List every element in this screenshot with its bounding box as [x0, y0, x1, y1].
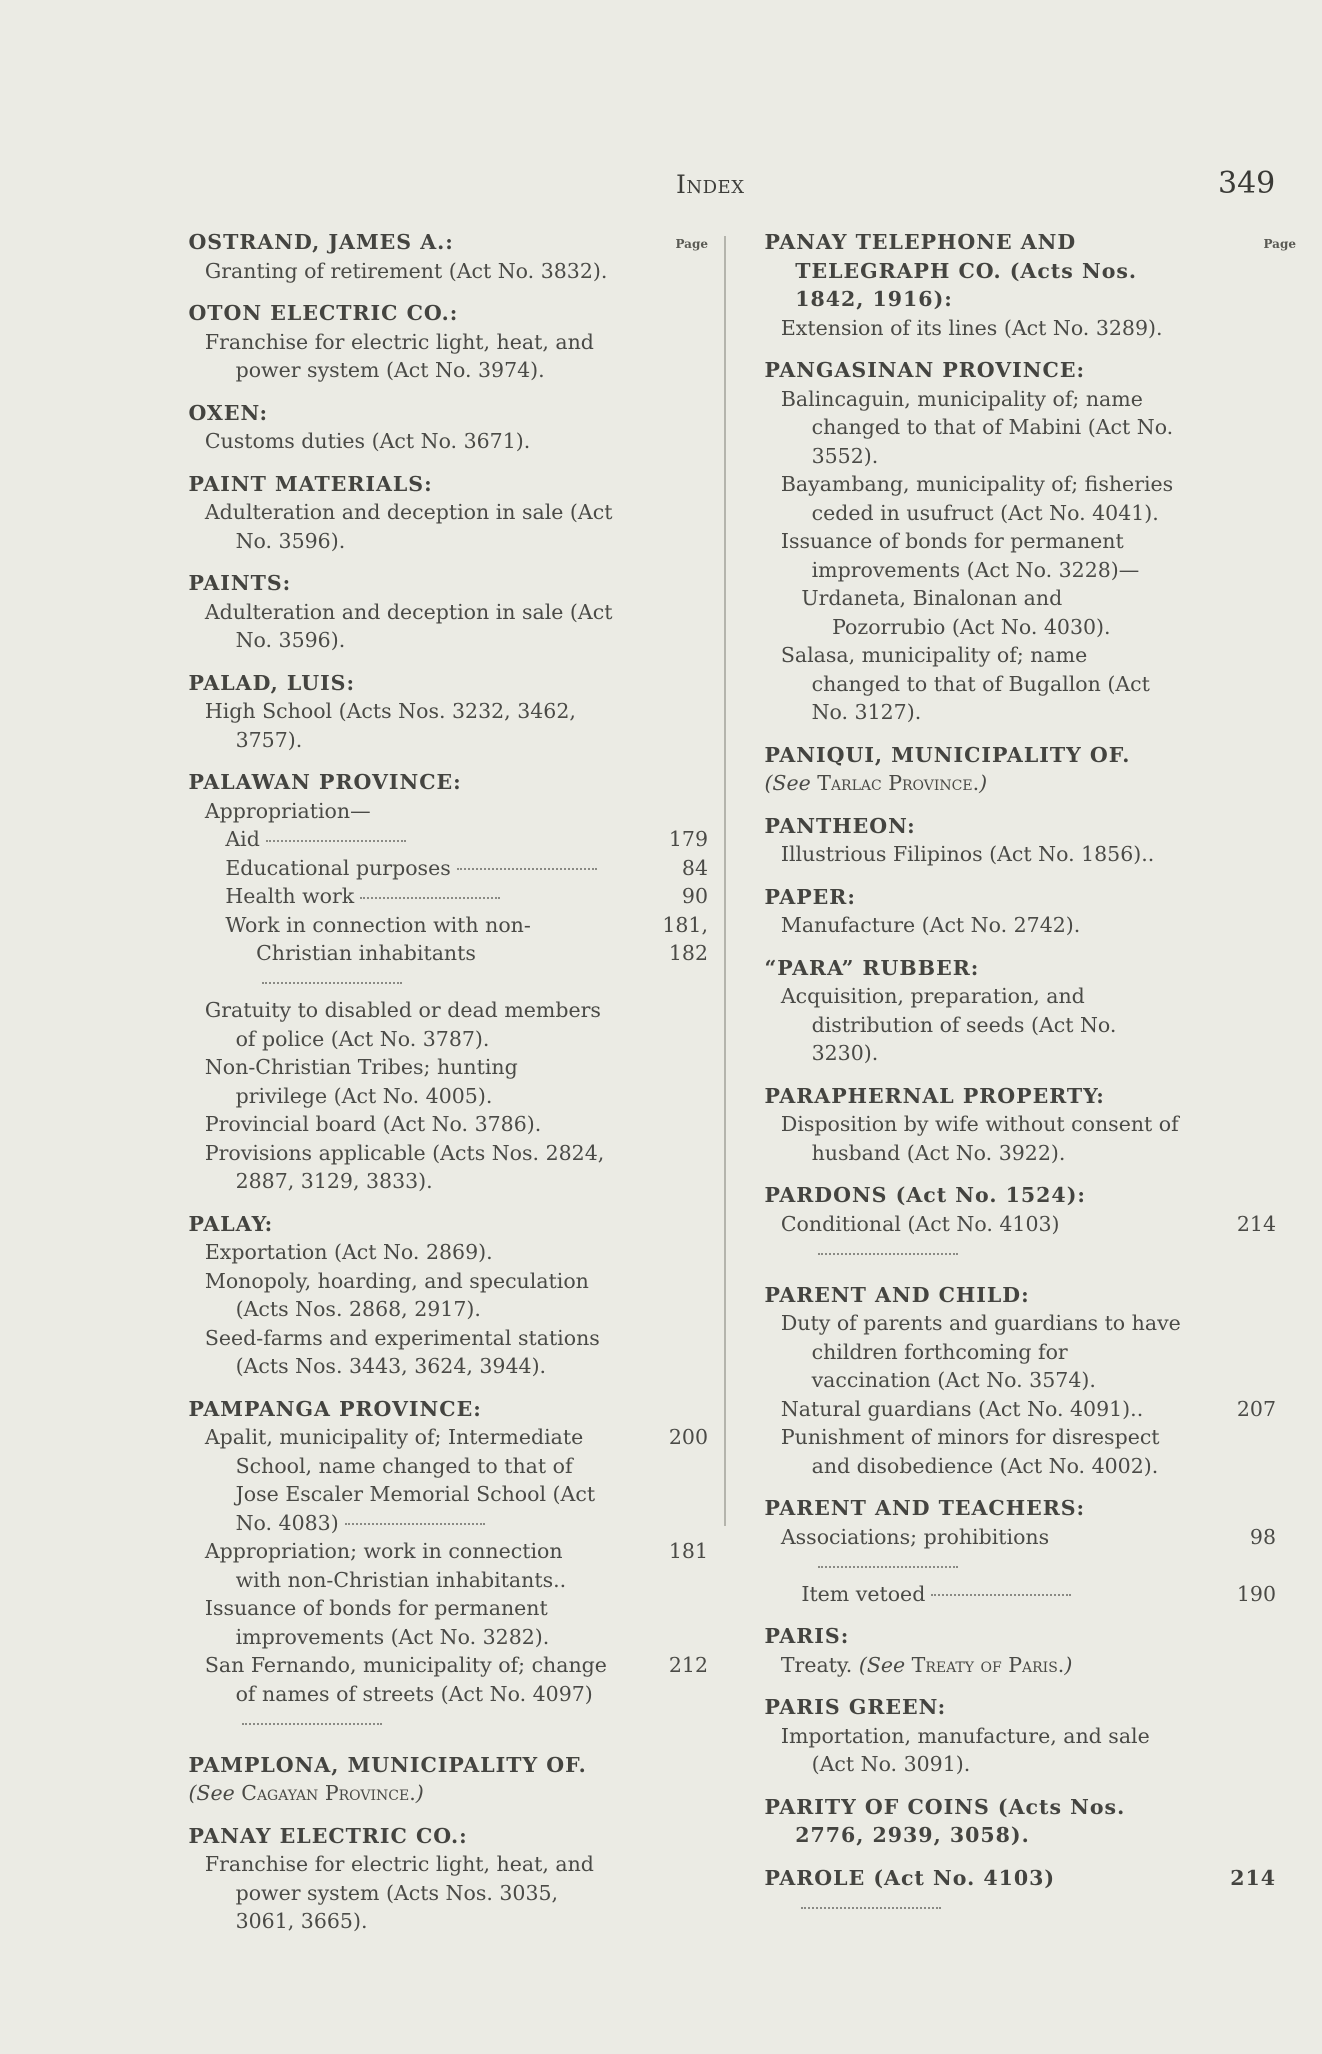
entry-subitem: [170, 1850, 613, 1936]
entry-heading: [170, 1822, 613, 1851]
entry-heading: [170, 768, 613, 797]
entry-subitem: [170, 328, 613, 385]
index-entry: [170, 228, 708, 285]
subitem-text: Urdaneta, Binalonan and Pozorrubio (Act No. 4030).: [801, 586, 1111, 639]
leader-dots: [818, 1253, 958, 1255]
entry-subitem: [746, 1523, 1276, 1580]
page-ref: 98: [1249, 1524, 1276, 1549]
leader-dots: [931, 1594, 1071, 1596]
subitem-text: Franchise for electric light, heat, and power system (Acts Nos. 3035, 3061, 3665).: [204, 1852, 594, 1933]
entry-heading-text: PAPER:: [764, 884, 856, 909]
entry-heading-text: PARDONS (Act No. 1524):: [764, 1183, 1086, 1207]
entry-subitem: [746, 840, 1181, 869]
index-entry: [170, 569, 708, 655]
page-ref: 181: [668, 1539, 708, 1563]
entry-heading: [170, 470, 613, 499]
cross-reference: [746, 769, 1276, 798]
entry-subitem: [170, 1238, 613, 1267]
entry-heading: [746, 1793, 1181, 1850]
entry-heading: [746, 1181, 1181, 1210]
subitem-text: Granting of retirement (Act No. 3832).: [204, 258, 608, 283]
entry-heading: [170, 299, 613, 328]
see-target: Tarlac Province.: [817, 771, 980, 795]
subitem-text: Work in connection with non-Christian inhabitants: [225, 912, 531, 965]
index-column-right: [746, 228, 1296, 1935]
index-entry: [746, 1181, 1276, 1267]
entry-subitem: [170, 257, 613, 286]
cross-reference: [859, 1653, 1073, 1677]
subitem-text: Provisions applicable (Acts Nos. 2824, 2887, 3129, 3833).: [204, 1140, 605, 1193]
column-divider: [724, 236, 726, 1526]
subitem-text: Exportation (Act No. 2869).: [204, 1240, 493, 1264]
entry-heading: [746, 356, 1181, 385]
entry-subitem: [170, 911, 708, 997]
index-entry: [746, 1281, 1276, 1481]
page-column-label: Page: [1263, 237, 1296, 251]
entry-subitem: [746, 1580, 1276, 1609]
entry-subitem: [746, 1309, 1181, 1395]
entry-heading-text: PANTHEON:: [764, 813, 916, 838]
entry-subitem: [170, 1537, 708, 1594]
entry-subitem: [746, 1210, 1276, 1267]
page-number: 349: [1218, 166, 1276, 201]
entry-heading: [170, 1210, 613, 1239]
entry-subitem: [746, 527, 1181, 584]
subitem-text: Appropriation; work in connection with non-Christian inhabitants..: [204, 1539, 567, 1592]
entry-heading-text: PAMPLONA, MUNICIPALITY OF.: [188, 1752, 587, 1777]
entry-heading-text: PARIS:: [764, 1624, 850, 1648]
entry-subitem: [746, 584, 1181, 641]
subitem-text: Manufacture (Act No. 2742).: [780, 913, 1081, 937]
subitem-text: Treaty.: [780, 1652, 853, 1677]
entry-subitem: [170, 598, 613, 655]
page-ref: 181, 182: [662, 912, 708, 965]
entry-heading: [746, 741, 1181, 770]
page-ref: 179: [668, 827, 708, 851]
entry-heading: [170, 399, 613, 428]
entry-heading-text: PAINT MATERIALS:: [188, 471, 433, 496]
subitem-text: Conditional (Act No. 4103): [780, 1211, 1060, 1236]
leader-dots: [801, 1907, 941, 1909]
page-ref: 214: [1236, 1211, 1276, 1236]
page-ref: 212: [668, 1653, 708, 1677]
page-ref: 214: [1230, 1865, 1276, 1890]
entry-heading-text: OXEN:: [188, 400, 269, 425]
subitem-text: Adulteration and deception in sale (Act No. 3596).: [204, 599, 613, 652]
entry-subitem: [170, 996, 613, 1053]
entry-heading: [746, 1622, 1181, 1651]
index-entry: [746, 954, 1276, 1068]
index-entry: [746, 1622, 1276, 1679]
see-suffix: ): [415, 1781, 424, 1805]
entry-heading-text: PARENT AND TEACHERS:: [764, 1496, 1086, 1520]
entry-subitem: [170, 1267, 613, 1324]
cross-reference: [170, 1779, 708, 1808]
entry-heading-text: PARITY OF COINS (Acts Nos. 2776, 2939, 3058).: [764, 1794, 1126, 1847]
subitem-text: Aid: [225, 827, 260, 851]
entry-heading-text: PANIQUI, MUNICIPALITY OF.: [764, 742, 1131, 767]
subitem-text: Provincial board (Act No. 3786).: [204, 1112, 542, 1136]
page-ref: 207: [1236, 1396, 1276, 1421]
subitem-text: Gratuity to disabled or dead members of police (Act No. 3787).: [204, 998, 601, 1051]
page-ref: 200: [668, 1425, 708, 1449]
entry-subitem: [746, 911, 1181, 940]
page-ref: 90: [681, 884, 708, 908]
subitem-text: Punishment of minors for disrespect and disobedience (Act No. 4002).: [780, 1425, 1160, 1478]
index-entry: [746, 1693, 1276, 1779]
entry-heading: [746, 1864, 1276, 1921]
entry-heading: [746, 1082, 1181, 1111]
entry-heading: [746, 883, 1181, 912]
entry-heading-text: PARAPHERNAL PROPERTY:: [764, 1083, 1105, 1108]
index-entry: [746, 812, 1276, 869]
entry-heading-text: OTON ELECTRIC CO.:: [188, 301, 459, 325]
subitem-text: High School (Acts Nos. 3232, 3462, 3757).: [204, 699, 576, 752]
entry-subitem: [746, 1110, 1181, 1167]
subitem-text: Customs duties (Act No. 3671).: [204, 429, 531, 453]
entry-subitem: [746, 982, 1181, 1068]
subitem-text: Salasa, municipality of; name changed to that of Bugallon (Act No. 3127).: [780, 643, 1150, 724]
entry-subitem: [746, 314, 1181, 343]
entry-heading-text: PAROLE (Act No. 4103): [764, 1865, 1056, 1890]
subitem-text: Adulteration and deception in sale (Act No. 3596).: [204, 500, 613, 553]
entry-heading-text: “PARA” RUBBER:: [764, 955, 980, 980]
entry-heading: [170, 1751, 613, 1780]
entry-heading: [170, 669, 613, 698]
subitem-text: Bayambang, municipality of; fisheries ceded in usufruct (Act No. 4041).: [780, 472, 1174, 525]
entry-heading: [746, 1281, 1181, 1310]
subitem-text: Extension of its lines (Act No. 3289).: [780, 315, 1163, 340]
subitem-text: Non-Christian Tribes; hunting privilege (Act No. 4005).: [204, 1055, 518, 1108]
subitem-text: Acquisition, preparation, and distribution of seeds (Act No. 3230).: [780, 984, 1117, 1065]
see-prefix: (See: [764, 771, 818, 795]
entry-subitem: [170, 1324, 613, 1381]
index-entry: [746, 883, 1276, 940]
index-entry: [746, 1082, 1276, 1168]
entry-heading: [746, 954, 1181, 983]
entry-heading-text: PANAY ELECTRIC CO.:: [188, 1823, 468, 1848]
entry-heading: [170, 228, 613, 257]
entry-subitem: [170, 825, 708, 854]
leader-dots: [266, 840, 406, 842]
subitem-text: Health work: [225, 884, 355, 908]
subitem-text: Apalit, municipality of; Intermediate School, name changed to that of Jose Escaler Memorial School (Act No. 4083): [204, 1425, 596, 1535]
leader-dots: [457, 868, 597, 870]
see-suffix: ): [1064, 1652, 1073, 1677]
entry-heading: [746, 228, 1181, 314]
page-ref: 84: [681, 855, 708, 880]
subitem-text: Issuance of bonds for permanent improvements (Act No. 3282).: [204, 1596, 550, 1649]
entry-heading: [170, 1395, 613, 1424]
index-entry: [746, 1494, 1276, 1608]
entry-subitem: [170, 427, 613, 456]
page-column-label: Page: [675, 237, 708, 251]
entry-heading-text: PALAD, LUIS:: [188, 670, 356, 695]
index-entry: [170, 299, 708, 385]
entry-heading-text: PAMPANGA PROVINCE:: [188, 1396, 482, 1421]
entry-subitem: [170, 498, 613, 555]
entry-subitem: [746, 470, 1181, 527]
subitem-text: San Fernando, municipality of; change of names of streets (Act No. 4097): [204, 1653, 607, 1706]
index-entry: [746, 1864, 1276, 1921]
entry-heading-text: PALAWAN PROVINCE:: [188, 770, 462, 794]
subitem-text: Appropriation—: [204, 798, 371, 823]
leader-dots: [360, 897, 500, 899]
index-entry: [170, 399, 708, 456]
index-entry: [170, 669, 708, 755]
leader-dots: [262, 982, 402, 984]
entry-subitem: [746, 641, 1181, 727]
entry-subitem: [746, 1395, 1276, 1424]
entry-heading-text: PARIS GREEN:: [764, 1695, 947, 1719]
subitem-text: Educational purposes: [225, 855, 451, 880]
entry-subitem: [170, 1651, 708, 1737]
entry-subitem: [170, 1053, 613, 1110]
entry-subitem: [746, 1423, 1181, 1480]
subitem-text: Importation, manufacture, and sale (Act No. 3091).: [780, 1723, 1150, 1776]
entry-subitem: [170, 797, 613, 826]
page-title: Index: [676, 170, 745, 199]
entry-heading-text: PANGASINAN PROVINCE:: [764, 358, 1086, 382]
index-column-left: [170, 228, 708, 1950]
entry-heading-text: PARENT AND CHILD:: [764, 1282, 1030, 1307]
subitem-text: Item vetoed: [801, 1581, 926, 1606]
entry-subitem: [170, 882, 708, 911]
entry-subitem: [746, 385, 1181, 471]
leader-dots: [818, 1566, 958, 1568]
subitem-text: Issuance of bonds for permanent improvements (Act No. 3228)—: [780, 529, 1140, 582]
see-prefix: (See: [858, 1652, 912, 1677]
index-entry: [746, 356, 1276, 727]
entry-subitem: [170, 1423, 708, 1537]
index-entry: [170, 470, 708, 556]
entry-heading-text: PANAY TELEPHONE AND TELEGRAPH CO. (Acts Nos. 1842, 1916):: [764, 230, 1138, 311]
entry-subitem: [170, 1139, 613, 1196]
entry-heading-text: PAINTS:: [188, 571, 292, 595]
entry-subitem: [746, 1651, 1181, 1680]
entry-subitem: [170, 1594, 613, 1651]
leader-dots: [345, 1523, 485, 1525]
subitem-text: Illustrious Filipinos (Act No. 1856)..: [780, 842, 1155, 866]
entry-heading: [746, 1494, 1181, 1523]
entry-heading-text: OSTRAND, JAMES A.:: [188, 230, 454, 254]
index-entry: [746, 741, 1276, 798]
index-entry: [170, 1751, 708, 1808]
subitem-text: Duty of parents and guardians to have children forthcoming for vaccination (Act No. 3574).: [780, 1311, 1181, 1392]
entry-subitem: [170, 697, 613, 754]
see-target: Cagayan Province.: [241, 1781, 416, 1805]
page-header: [0, 166, 1322, 206]
page-ref: 190: [1236, 1581, 1276, 1606]
index-entry: [170, 1822, 708, 1936]
index-entry: [746, 1793, 1276, 1850]
leader-dots: [242, 1723, 382, 1725]
index-entry: [170, 1395, 708, 1737]
subitem-text: Associations; prohibitions: [780, 1524, 1050, 1549]
entry-heading: [746, 812, 1181, 841]
subitem-text: Seed-farms and experimental stations (Acts Nos. 3443, 3624, 3944).: [204, 1325, 600, 1378]
index-entry: [170, 1210, 708, 1381]
subitem-text: Natural guardians (Act No. 4091)..: [780, 1396, 1144, 1421]
entry-heading-text: PALAY:: [188, 1211, 274, 1236]
entry-heading: [746, 1693, 1181, 1722]
subitem-text: Disposition by wife without consent of husband (Act No. 3922).: [780, 1112, 1179, 1165]
entry-subitem: [170, 854, 708, 883]
subitem-text: Franchise for electric light, heat, and power system (Act No. 3974).: [204, 329, 594, 382]
index-entry: [746, 228, 1276, 342]
subitem-text: Balincaguin, municipality of; name changed to that of Mabini (Act No. 3552).: [780, 386, 1174, 468]
index-entry: [170, 768, 708, 1196]
see-prefix: (See: [188, 1781, 242, 1805]
subitem-text: Monopoly, hoarding, and speculation (Acts Nos. 2868, 2917).: [204, 1268, 589, 1321]
entry-subitem: [170, 1110, 613, 1139]
see-suffix: ): [979, 771, 988, 795]
entry-heading: [170, 569, 613, 598]
entry-subitem: [746, 1722, 1181, 1779]
see-target: Treaty of Paris.: [911, 1652, 1065, 1677]
